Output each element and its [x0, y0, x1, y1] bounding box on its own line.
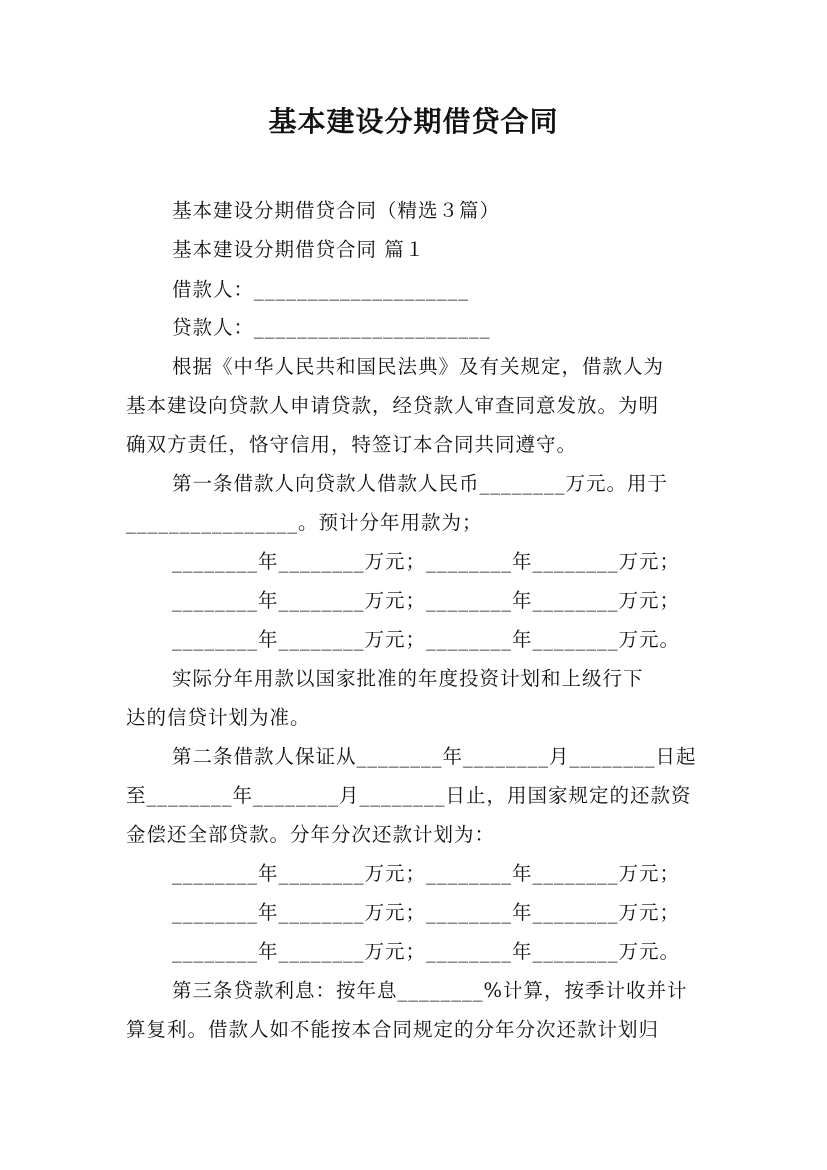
- clause-2-line: 金偿还全部贷款。分年分次还款计划为：: [126, 823, 496, 846]
- schedule-line: ________年________万元；________年________万元；: [172, 550, 681, 573]
- clause-1-line: 第一条借款人向贷款人借款人民币________万元。用于: [172, 472, 669, 495]
- paragraph-line: 确双方责任，恪守信用，特签订本合同共同遵守。: [126, 433, 578, 456]
- schedule-line: ________年________万元；________年________万元；: [172, 901, 681, 924]
- paragraph-line: 根据《中华人民共和国民法典》及有关规定，借款人为: [172, 355, 665, 378]
- borrower-line: 借款人：____________________: [172, 278, 470, 301]
- clause-1-line: ________________。预计分年用款为；: [126, 511, 483, 534]
- paragraph-line: 达的信贷计划为准。: [126, 706, 311, 729]
- paragraph-line: 基本建设向贷款人申请贷款，经贷款人审查同意发放。为明: [126, 394, 660, 417]
- paragraph-line: 实际分年用款以国家批准的年度投资计划和上级行下: [172, 667, 644, 690]
- subtitle-line: 基本建设分期借贷合同（精选３篇）: [172, 199, 501, 222]
- clause-3-line: 算复利。借款人如不能按本合同规定的分年分次还款计划归: [126, 1018, 660, 1041]
- schedule-line: ________年________万元；________年________万元；: [172, 862, 681, 885]
- lender-line: 贷款人：______________________: [172, 316, 491, 339]
- schedule-line: ________年________万元；________年________万元。: [172, 628, 681, 651]
- clause-2-line: 第二条借款人保证从________年________月________日起: [172, 745, 697, 768]
- document-title: 基本建设分期借贷合同: [268, 105, 559, 138]
- section-heading: 基本建设分期借贷合同 篇１: [172, 238, 426, 261]
- clause-2-line: 至________年________月________日止，用国家规定的还款资: [126, 784, 692, 807]
- schedule-line: ________年________万元；________年________万元。: [172, 940, 681, 963]
- clause-3-line: 第三条贷款利息：按年息________%计算，按季计收并计: [172, 979, 688, 1002]
- schedule-line: ________年________万元；________年________万元；: [172, 589, 681, 612]
